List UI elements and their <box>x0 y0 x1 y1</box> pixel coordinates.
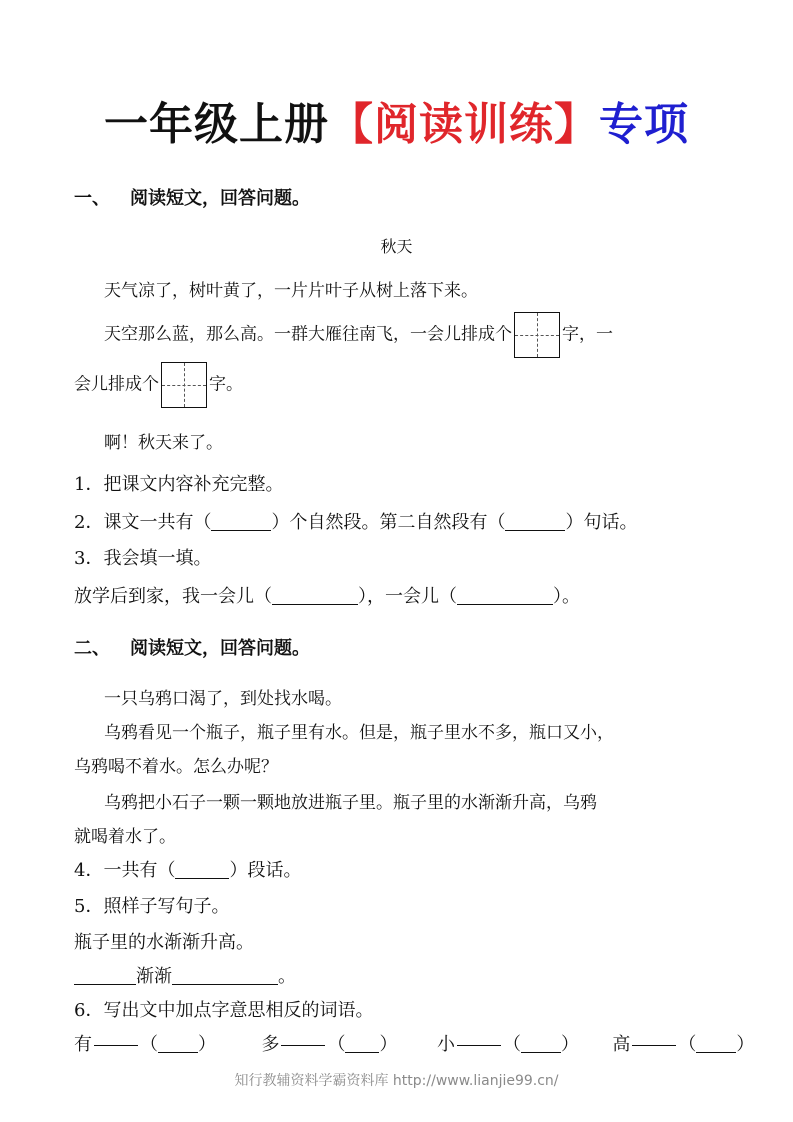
passage-1-paragraph-3: 啊！秋天来了。 <box>104 433 223 453</box>
page-title <box>0 88 793 152</box>
antonym-word: 小 <box>436 1034 455 1055</box>
dash-line <box>457 1035 501 1046</box>
section-1-heading-text: 阅读短文，回答问题。 <box>130 188 310 209</box>
title-part-grade: 一年级上册 <box>104 99 329 150</box>
paren-open: （ <box>140 1034 158 1055</box>
antonym-item <box>437 1034 585 1055</box>
passage-2-paragraph-1: 一只乌鸦口渴了，到处找水喝。 <box>104 689 342 709</box>
paren-open: （ <box>327 1034 346 1055</box>
answer-blank[interactable] <box>696 1034 736 1053</box>
answer-blank[interactable] <box>74 966 136 985</box>
footer-watermark: 知行教辅资料学霸资料库 http://www.lianjie99.cn/ <box>234 1073 559 1089</box>
answer-blank[interactable] <box>272 586 358 605</box>
title-part-topic: 【阅读训练】 <box>329 99 599 150</box>
tian-zi-grid-box[interactable] <box>514 312 560 358</box>
answer-blank[interactable] <box>457 586 553 605</box>
antonym-word: 多 <box>261 1034 280 1055</box>
paren-close: ） <box>379 1034 398 1055</box>
section-2-heading-text: 阅读短文，回答问题。 <box>130 638 310 659</box>
question-4 <box>74 856 301 882</box>
section-2-number: 二、 <box>74 638 110 659</box>
passage-1-title: 秋天 <box>380 237 413 256</box>
answer-blank[interactable] <box>521 1034 561 1053</box>
dash-line <box>632 1035 676 1046</box>
passage-1-p2-text-b: 字，一 <box>562 324 613 345</box>
question-3-text-a: 放学后到家，我一会儿（ <box>74 586 272 607</box>
paren-open: （ <box>502 1034 521 1055</box>
question-6-antonyms <box>74 1030 754 1056</box>
answer-blank[interactable] <box>211 512 271 531</box>
question-2-text-b: ）个自然段。第二自然段有（ <box>271 512 506 533</box>
title-part-special: 专项 <box>599 99 689 150</box>
question-5-word: 渐渐 <box>136 966 172 987</box>
dash-line <box>94 1035 138 1046</box>
section-2-heading <box>74 634 310 660</box>
passage-2-paragraph-3-line-2: 就喝着水了。 <box>74 827 176 847</box>
paren-close: ） <box>198 1034 216 1055</box>
question-2 <box>74 508 637 534</box>
passage-2-paragraph-3-line-1: 乌鸦把小石子一颗一颗地放进瓶子里。瓶子里的水渐渐升高，乌鸦 <box>104 793 597 813</box>
passage-1-paragraph-2-line-2 <box>74 362 243 408</box>
passage-1-p2-text-c: 会儿排成个 <box>74 374 159 395</box>
antonym-word: 高 <box>612 1034 631 1055</box>
antonym-item <box>74 1034 222 1055</box>
answer-blank[interactable] <box>505 512 565 531</box>
question-3-text-c: ）。 <box>553 586 580 607</box>
question-5-example: 瓶子里的水渐渐升高。 <box>74 932 254 953</box>
question-2-text-c: ）句话。 <box>565 512 638 533</box>
passage-2-paragraph-2-line-1: 乌鸦看见一个瓶子，瓶子里有水。但是，瓶子里水不多，瓶口又小， <box>104 723 614 743</box>
answer-blank[interactable] <box>175 860 229 879</box>
passage-1-p2-text-d: 字。 <box>209 374 243 395</box>
section-1-number: 一、 <box>74 188 110 209</box>
paren-close: ） <box>560 1034 579 1055</box>
question-2-text-a: 2．课文一共有（ <box>74 512 212 533</box>
antonym-item <box>612 1034 754 1055</box>
answer-blank[interactable] <box>172 966 278 985</box>
tian-zi-grid-box[interactable] <box>161 362 207 408</box>
question-3-text-b: ），一会儿（ <box>358 586 457 607</box>
dash-line <box>281 1035 325 1046</box>
passage-2-paragraph-2-line-2: 乌鸦喝不着水。怎么办呢？ <box>74 757 278 777</box>
question-5-fill <box>74 962 296 988</box>
paren-close: ） <box>736 1034 755 1055</box>
question-5-end: 。 <box>278 966 296 987</box>
section-1-heading <box>74 184 310 210</box>
passage-1-paragraph-2-line-1 <box>104 312 613 358</box>
answer-blank[interactable] <box>158 1034 198 1053</box>
question-1: 1．把课文内容补充完整。 <box>74 474 284 495</box>
passage-1-p2-text-a: 天空那么蓝，那么高。一群大雁往南飞，一会儿排成个 <box>104 324 512 345</box>
passage-1-paragraph-1: 天气凉了，树叶黄了，一片片叶子从树上落下来。 <box>104 281 478 301</box>
question-4-text-b: ）段话。 <box>229 860 302 881</box>
answer-blank[interactable] <box>345 1034 379 1053</box>
antonym-item <box>261 1034 403 1055</box>
antonym-word: 有 <box>74 1034 92 1055</box>
question-6: 6．写出文中加点字意思相反的词语。 <box>74 1000 374 1021</box>
question-5: 5．照样子写句子。 <box>74 896 230 917</box>
question-3-fill <box>74 582 580 608</box>
question-3: 3．我会填一填。 <box>74 548 212 569</box>
question-4-text-a: 4．一共有（ <box>74 860 176 881</box>
paren-open: （ <box>678 1034 697 1055</box>
